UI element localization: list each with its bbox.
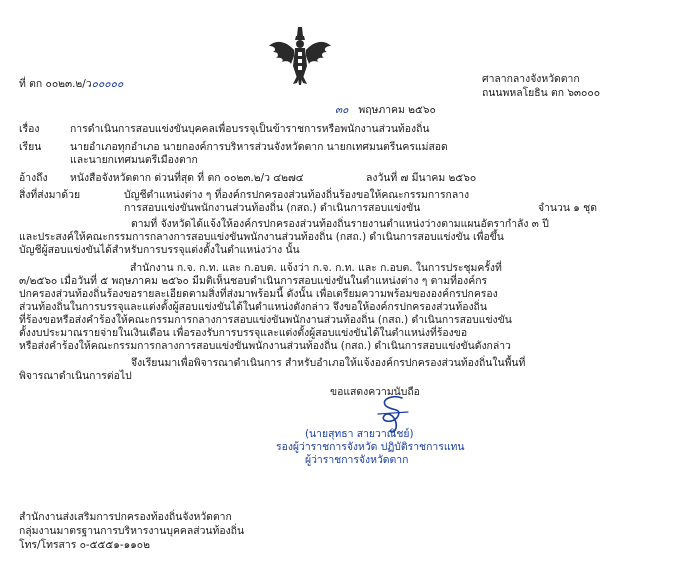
signer-title-line-2: ผู้ว่าราชการจังหวัดตาก <box>305 454 409 466</box>
paragraph-2-line: หรือส่งคำร้องให้คณะกรรมการกลางการสอบแข่งขันพนักงานส่วนท้องถิ่น (กสถ.) ดำเนินการสอบแข่งขันดังกล่าว <box>19 340 511 352</box>
reference-text: หนังสือจังหวัดตาก ด่วนที่สุด ที่ ตก ๐๐๒๓.๒/ว ๔๒๗๔ <box>70 172 304 184</box>
paragraph-1-line: บัญชีผู้สอบแข่งขันได้สำหรับการบรรจุแต่งตั้งในตำแหน่งว่าง นั้น <box>19 244 300 256</box>
recipient-line-2: และนายกเทศมนตรีเมืองตาก <box>70 154 198 166</box>
garuda-emblem-icon <box>267 26 333 86</box>
document-number-handwritten: ๐๐๐๐๐ <box>91 78 124 90</box>
closing-salutation: ขอแสดงความนับถือ <box>330 386 420 398</box>
office-address: ถนนพหลโยธิน ตก ๖๓๐๐๐ <box>482 87 601 99</box>
date-day: ๓๐ <box>335 104 349 116</box>
attachment-line-2: การสอบแข่งขันพนักงานส่วนท้องถิ่น (กสถ.) ดำเนินการสอบแข่งขัน <box>124 202 421 214</box>
paragraph-2-line: ส่วนท้องถิ่นในการบรรจุและแต่งตั้งผู้สอบแข่งขันได้ในตำแหน่งดังกล่าว จึงขอให้องค์กรปกครองส่วนท้องถิ่น <box>19 301 487 313</box>
signer-name: (นายสุทธา สายวาณิชย์) <box>305 428 414 440</box>
recipient-label: เรียน <box>19 141 42 153</box>
reference-date: ลงวันที่ ๗ มีนาคม ๒๕๖๐ <box>366 172 477 184</box>
signer-title-line-1: รองผู้ว่าราชการจังหวัด ปฏิบัติราชการแทน <box>276 441 465 453</box>
paragraph-2-line: ปกครองส่วนท้องถิ่นร้องขอรายละเอียดตามสิ่งที่ส่งมาพร้อมนี้ ดังนั้น เพื่อเตรียมความพร้อมขององค์กรปกครอง <box>19 288 498 300</box>
date-month-year: พฤษภาคม ๒๕๖๐ <box>358 104 436 116</box>
footer-office: สำนักงานส่งเสริมการปกครองท้องถิ่นจังหวัดตาก <box>19 511 232 523</box>
paragraph-1-line: ตามที่ จังหวัดได้แจ้งให้องค์กรปกครองส่วนท้องถิ่นรายงานตำแหน่งว่างตามแผนอัตรากำลัง ๓ ปี <box>131 218 549 230</box>
recipient-line-1: นายอำเภอทุกอำเภอ นายกองค์การบริหารส่วนจังหวัดตาก นายกเทศมนตรีนครแม่สอด <box>70 141 448 153</box>
attachment-count: จำนวน ๑ ชุด <box>538 202 597 214</box>
document-number-prefix: ที่ ตก ๐๐๒๓.๒/ว <box>19 78 92 90</box>
subject-text: การดำเนินการสอบแข่งขันบุคคลเพื่อบรรจุเป็นข้าราชการหรือพนักงานส่วนท้องถิ่น <box>70 123 430 135</box>
document-number <box>19 78 123 91</box>
reference-label: อ้างถึง <box>19 172 48 184</box>
paragraph-2-line: สำนักงาน ก.จ. ก.ท. และ ก.อบต. แจ้งว่า ก.จ. ก.ท. และ ก.อบต. ในการประชุมครั้งที่ <box>130 262 502 274</box>
paragraph-3-line: พิจารณาดำเนินการต่อไป <box>19 370 132 382</box>
attachment-label: สิ่งที่ส่งมาด้วย <box>19 189 81 201</box>
footer-phone: โทร/โทรสาร ๐-๕๕๕๑-๑๑๐๒ <box>19 539 150 551</box>
paragraph-2-line: ตั้งงบประมาณรายจ่ายในเงินเดือน เพื่อรองรับการบรรจุและแต่งตั้งผู้สอบแข่งขันได้ในตำแหน่งที่ร้องขอ <box>19 327 468 339</box>
paragraph-3-line: จึงเรียนมาเพื่อพิจารณาดำเนินการ สำหรับอำเภอให้แจ้งองค์กรปกครองส่วนท้องถิ่นในพื้นที่ <box>131 357 526 369</box>
office-name: ศาลากลางจังหวัดตาก <box>482 73 580 85</box>
document-date <box>335 104 436 117</box>
paragraph-2-line: ที่ร้องขอหรือส่งคำร้องให้คณะกรรมการกลางการสอบแข่งขันพนักงานส่วนท้องถิ่น (กสถ.) ดำเนินการสอบแข่งขัน <box>19 314 512 326</box>
paragraph-1-line: และประสงค์ให้คณะกรรมการกลางการสอบแข่งขันพนักงานส่วนท้องถิ่น (กสถ.) ดำเนินการสอบแข่งขัน เพื่อขึ้น <box>19 231 504 243</box>
subject-label: เรื่อง <box>19 123 40 135</box>
attachment-line-1: บัญชีตำแหน่งต่าง ๆ ที่องค์กรปกครองส่วนท้องถิ่นร้องขอให้คณะกรรมการกลาง <box>124 189 470 201</box>
paragraph-2-line: ๓/๒๕๖๐ เมื่อวันที่ ๕ พฤษภาคม ๒๕๖๐ มีมติเห็นชอบดำเนินการสอบแข่งขันในตำแหน่งต่าง ๆ ตามที่องค์กร <box>19 275 488 287</box>
footer-division: กลุ่มงานมาตรฐานการบริหารงานบุคคลส่วนท้องถิ่น <box>19 525 245 537</box>
